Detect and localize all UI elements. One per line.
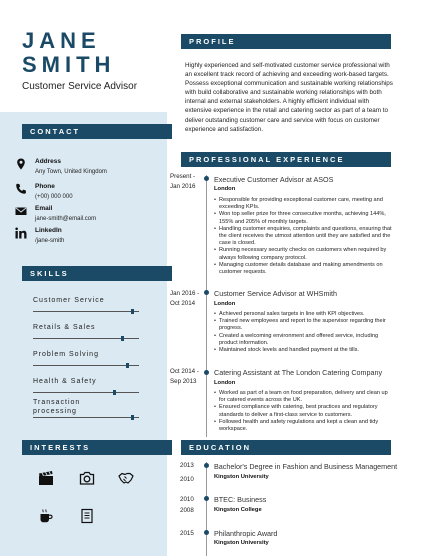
skills-heading: SKILLS bbox=[22, 266, 172, 281]
phone-label: Phone bbox=[35, 183, 55, 190]
skill-level-marker bbox=[113, 390, 116, 395]
job-location: London bbox=[214, 301, 236, 307]
job-title: Catering Assistant at The London Catering Company bbox=[214, 368, 383, 377]
edu-institution: Kingston University bbox=[214, 540, 269, 546]
edu-institution: Kingston College bbox=[214, 507, 262, 513]
timeline-dot bbox=[204, 530, 209, 535]
contact-address bbox=[35, 158, 165, 175]
edu-year-start: 2015 bbox=[180, 530, 194, 537]
profile-heading: PROFILE bbox=[181, 34, 391, 49]
list-item: • Managing customer details database and making amendments on customer requests. bbox=[214, 262, 394, 276]
email-label: Email bbox=[35, 205, 53, 212]
book-icon bbox=[79, 508, 95, 524]
last-name: SMITH bbox=[22, 52, 116, 77]
address-label: Address bbox=[35, 158, 62, 165]
handshake-icon bbox=[118, 470, 134, 486]
phone-icon bbox=[15, 183, 27, 195]
job-title: Customer Service Advisor at WHSmith bbox=[214, 289, 338, 298]
edu-title: Philanthropic Award bbox=[214, 529, 278, 538]
skill-bar bbox=[33, 365, 139, 366]
skill-name: Transaction processing bbox=[33, 399, 81, 415]
skill-bar bbox=[33, 417, 139, 418]
skill-problem-solving bbox=[33, 350, 139, 359]
job-dates bbox=[170, 367, 202, 387]
list-item: • Followed health and safety regulations and kept a clean and tidy workspace. bbox=[214, 419, 394, 433]
skill-health-safety bbox=[33, 377, 139, 386]
email-value[interactable]: jane-smith@email.com bbox=[35, 216, 97, 222]
skill-retail-sales bbox=[33, 323, 139, 332]
skill-level-marker bbox=[126, 363, 129, 368]
sidebar bbox=[0, 0, 167, 556]
contact-phone bbox=[35, 183, 165, 200]
skill-level-marker bbox=[121, 336, 124, 341]
skill-customer-service bbox=[33, 296, 139, 305]
experience-heading: PROFESSIONAL EXPERIENCE bbox=[181, 152, 391, 167]
skill-bar bbox=[33, 392, 139, 393]
skill-bar bbox=[33, 338, 139, 339]
linkedin-label: LinkedIn bbox=[35, 227, 62, 234]
coffee-icon bbox=[38, 508, 54, 524]
date-start: Oct 2014 - bbox=[170, 368, 199, 375]
list-item: • Ensured compliance with catering, best practices and regulatory standards to deliver a first-class service to customers. bbox=[214, 404, 394, 418]
timeline-dot bbox=[204, 176, 209, 181]
address-value: Any Town, United Kingdom bbox=[35, 169, 107, 175]
contact-linkedin bbox=[35, 227, 165, 244]
linkedin-icon bbox=[15, 227, 27, 239]
job-dates bbox=[170, 289, 202, 309]
linkedin-value[interactable]: /jane-smith bbox=[35, 238, 65, 244]
candidate-name bbox=[22, 29, 115, 77]
job-role: Customer Service Advisor bbox=[22, 81, 138, 92]
skill-transaction-processing bbox=[33, 398, 113, 416]
skill-bar bbox=[33, 311, 139, 312]
list-item: • Achieved personal sales targets in line with KPI objectives. bbox=[214, 311, 394, 318]
date-start: Present - bbox=[170, 173, 196, 180]
edu-year-end: 2010 bbox=[180, 476, 194, 483]
edu-year-start: 2013 bbox=[180, 462, 194, 469]
list-item: • Won top seller prize for three consecutive months, achieving 144%, 155% and 205% of monthly targets. bbox=[214, 211, 394, 225]
list-item: • Handling customer enquiries, complaints and questions, ensuring that the client receives the utmost attention until they are satisfied and the case is closed. bbox=[214, 226, 394, 248]
date-end: Oct 2014 bbox=[170, 300, 196, 307]
date-end: Sep 2013 bbox=[170, 378, 197, 385]
job-dates bbox=[170, 172, 202, 192]
contact-heading: CONTACT bbox=[22, 124, 172, 139]
date-start: Jan 2016 - bbox=[170, 290, 200, 297]
job-location: London bbox=[214, 380, 236, 386]
profile-summary: Highly experienced and self-motivated customer service professional with an excellent track record of achieving and exceeding work-based targets. Possess exceptional communication and sustainable working relationships with build collaborative and sustainable working relationships with both internal and external stakeholders. A highly efficient individual with extensive experience in the retail and catering sector as part of a team to deliver outstanding customer care and service with focus on customer experience and satisfaction. bbox=[185, 62, 393, 133]
list-item: • Trained new employees and report to the supervisor regarding their progress. bbox=[214, 318, 394, 332]
skill-level-marker bbox=[131, 415, 134, 420]
list-item: • Maintained stock levels and handled payment at the tills. bbox=[214, 347, 394, 354]
envelope-icon bbox=[15, 205, 27, 217]
job-title: Executive Customer Advisor at ASOS bbox=[214, 175, 334, 184]
clapperboard-icon bbox=[38, 470, 54, 486]
timeline-dot bbox=[204, 290, 209, 295]
phone-value: (+00) 000 000 bbox=[35, 194, 73, 200]
location-pin-icon bbox=[15, 158, 27, 170]
timeline-dot bbox=[204, 463, 209, 468]
date-end: Jan 2016 bbox=[170, 183, 196, 190]
education-timeline bbox=[206, 462, 207, 556]
interests-heading: INTERESTS bbox=[22, 440, 172, 455]
timeline-dot bbox=[204, 496, 209, 501]
list-item: • Created a welcoming environment and offered service, including product information. bbox=[214, 333, 394, 347]
skill-name: Retails & Sales bbox=[33, 324, 96, 331]
camera-icon bbox=[79, 470, 95, 486]
job-bullets bbox=[214, 311, 394, 354]
contact-email bbox=[35, 205, 165, 222]
job-bullets bbox=[214, 197, 394, 276]
experience-timeline bbox=[206, 175, 207, 437]
skill-name: Customer Service bbox=[33, 297, 105, 304]
job-bullets bbox=[214, 390, 394, 433]
skill-name: Health & Safety bbox=[33, 378, 97, 385]
list-item: • Worked as part of a team on food preparation, delivery and clean up for catered events across the UK. bbox=[214, 390, 394, 404]
list-item: • Responsible for providing exceptional customer care, meeting and exceeding KPIs. bbox=[214, 197, 394, 211]
timeline-dot bbox=[204, 370, 209, 375]
edu-title: BTEC: Business bbox=[214, 495, 267, 504]
education-heading: EDUCATION bbox=[181, 440, 391, 455]
job-location: London bbox=[214, 186, 236, 192]
sidebar-background bbox=[0, 112, 167, 556]
skill-level-marker bbox=[131, 309, 134, 314]
edu-year-end: 2008 bbox=[180, 507, 194, 514]
edu-title: Bachelor's Degree in Fashion and Business Management bbox=[214, 462, 398, 471]
skill-name: Problem Solving bbox=[33, 351, 99, 358]
edu-year-start: 2010 bbox=[180, 496, 194, 503]
first-name: JANE bbox=[22, 28, 101, 53]
list-item: • Running necessary security checks on customers when required by always following company protocol. bbox=[214, 247, 394, 261]
edu-institution: Kingston University bbox=[214, 474, 269, 480]
